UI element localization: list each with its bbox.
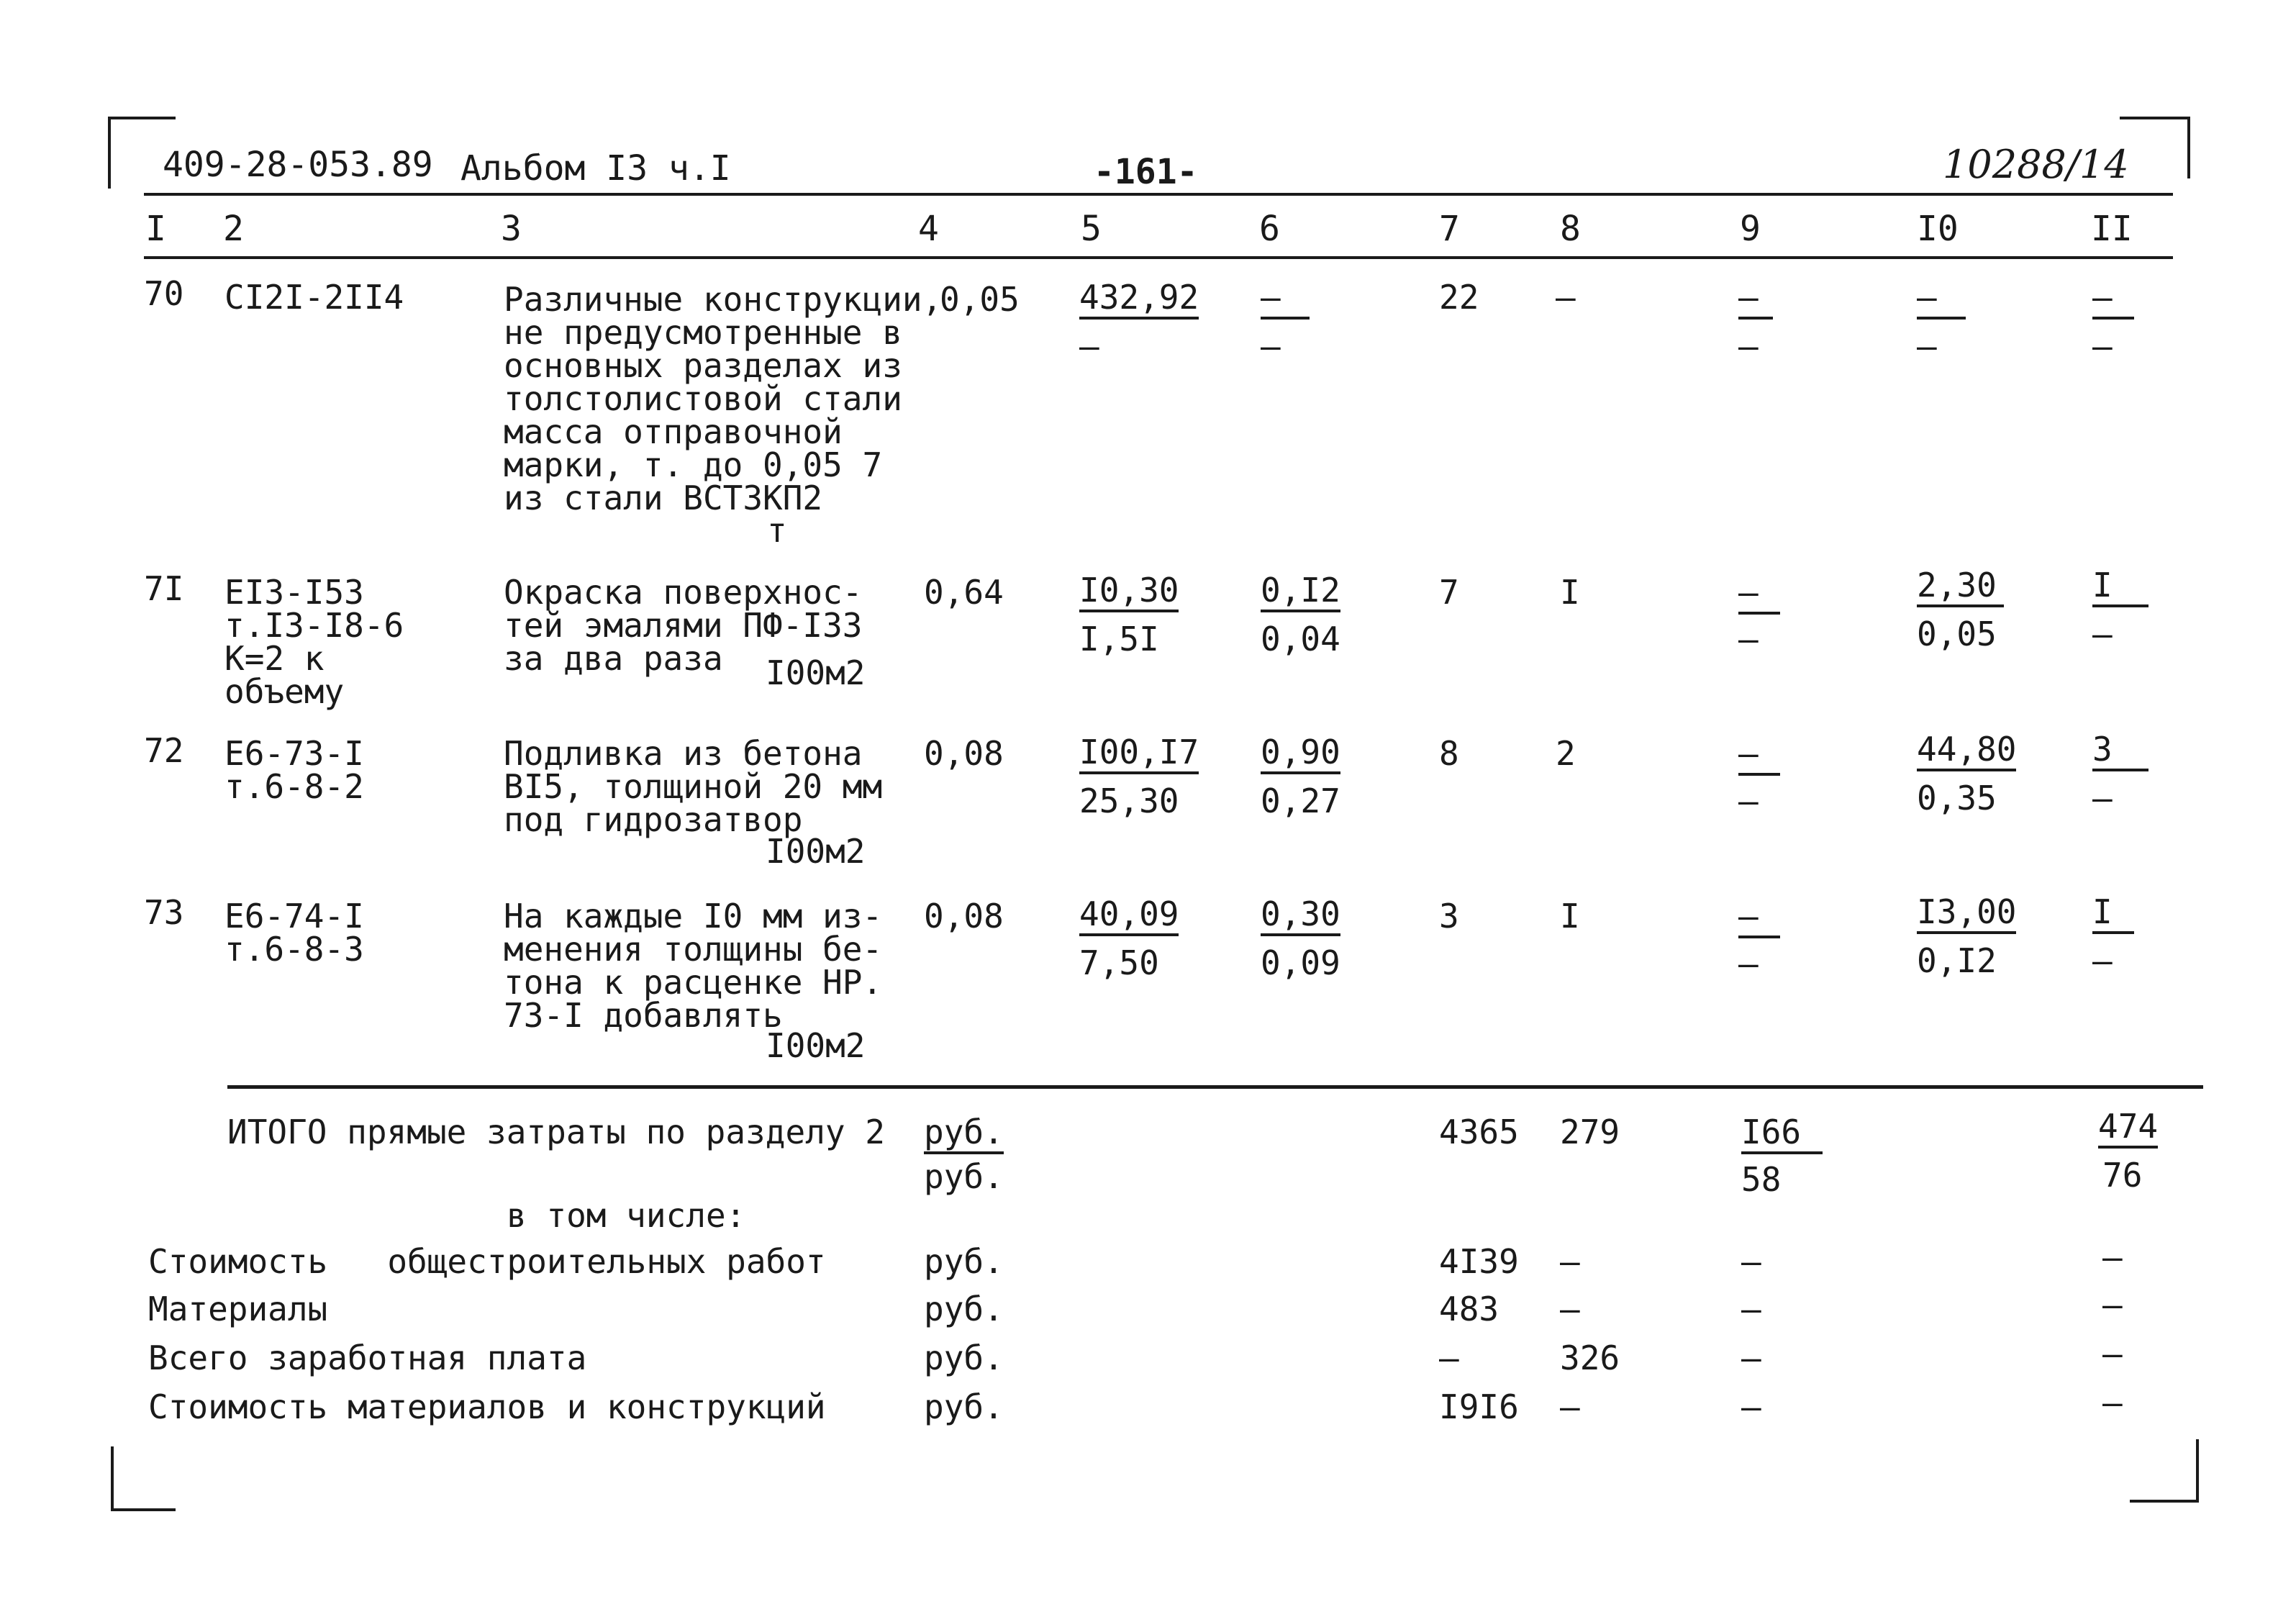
page-number: -161- bbox=[1094, 152, 1198, 192]
row-col11-bottom: – bbox=[2092, 615, 2113, 653]
row-col7: 8 bbox=[1439, 734, 1459, 773]
row-number: 72 bbox=[144, 731, 184, 770]
row-col11-bottom: – bbox=[2092, 779, 2113, 817]
row-col8: – bbox=[1556, 278, 1576, 317]
row-desc-line: BI5, толщиной 20 мм bbox=[504, 767, 883, 806]
row-number: 7I bbox=[144, 569, 184, 608]
total-col9-top: I66 bbox=[1741, 1115, 1823, 1154]
breakdown-col7: 4I39 bbox=[1439, 1242, 1519, 1281]
row-col10-bottom: 0,35 bbox=[1917, 779, 1997, 817]
row-col6-top: 0,90 bbox=[1261, 735, 1340, 774]
breakdown-col9: – bbox=[1741, 1339, 1761, 1377]
row-desc-line: 73-I добавлять bbox=[504, 996, 783, 1035]
col-header-11: II bbox=[2091, 209, 2133, 249]
total-unit: руб. bbox=[924, 1115, 1004, 1154]
breakdown-col11: – bbox=[2102, 1383, 2123, 1422]
breakdown-label: Стоимость материалов и конструкций bbox=[148, 1387, 826, 1426]
row-col6-bottom: – bbox=[1261, 327, 1281, 366]
row-unit: т bbox=[767, 511, 787, 550]
row-desc-line: основных разделах из bbox=[504, 346, 902, 385]
row-col5-top: I00,I7 bbox=[1079, 735, 1199, 774]
row-quantity: 0,05 bbox=[940, 280, 1020, 319]
row-desc-line: На каждые I0 мм из- bbox=[504, 897, 883, 936]
row-col6-bottom: 0,27 bbox=[1261, 782, 1340, 820]
row-col8: I bbox=[1560, 573, 1580, 612]
total-col11-bottom: 76 bbox=[2102, 1156, 2143, 1195]
row-desc-line: марки, т. до 0,05 7 bbox=[504, 445, 883, 484]
total-col11-top: 474 bbox=[2098, 1110, 2158, 1149]
row-desc-line: за два раза bbox=[504, 639, 723, 678]
row-desc-line: из стали ВСТ3КП2 bbox=[504, 479, 823, 517]
row-col10-top: 44,80 bbox=[1917, 733, 2016, 771]
col-header-10: I0 bbox=[1917, 209, 1959, 249]
row-col9-top: – bbox=[1738, 737, 1780, 776]
row-quantity: 0,08 bbox=[924, 897, 1004, 936]
row-col6-bottom: 0,09 bbox=[1261, 943, 1340, 982]
row-code-line: EI3-I53 bbox=[224, 573, 364, 612]
breakdown-col7: 483 bbox=[1439, 1290, 1499, 1328]
row-desc-line: Подливка из бетона bbox=[504, 734, 863, 773]
row-col5-top: 40,09 bbox=[1079, 897, 1179, 936]
breakdown-col8: – bbox=[1560, 1290, 1580, 1328]
row-col7: 7 bbox=[1439, 573, 1459, 612]
row-desc-line: под гидрозатвор bbox=[504, 800, 803, 839]
row-col6-top: – bbox=[1261, 281, 1310, 320]
row-col9-bottom: – bbox=[1738, 620, 1759, 658]
breakdown-label: Материалы bbox=[148, 1290, 328, 1328]
row-unit: I00м2 bbox=[766, 653, 866, 692]
row-unit: I00м2 bbox=[766, 832, 866, 871]
total-col9-bottom: 58 bbox=[1741, 1160, 1782, 1199]
row-col9-top: – bbox=[1738, 900, 1780, 938]
row-desc-line: Окраска поверхнос- bbox=[504, 573, 863, 612]
breakdown-label: Всего заработная плата bbox=[148, 1339, 587, 1377]
breakdown-col7: – bbox=[1439, 1339, 1459, 1377]
row-number: 73 bbox=[144, 893, 184, 932]
row-unit: I00м2 bbox=[766, 1026, 866, 1065]
breakdown-col11: – bbox=[2102, 1238, 2123, 1277]
col-header-8: 8 bbox=[1560, 209, 1581, 249]
breakdown-label: Стоимость общестроительных работ bbox=[148, 1242, 826, 1281]
header-rule bbox=[144, 193, 2173, 196]
row-desc-line: масса отправочной bbox=[504, 412, 843, 451]
row-col10-bottom: 0,05 bbox=[1917, 615, 1997, 653]
row-desc-line: не предусмотренные в bbox=[504, 313, 902, 352]
row-col11-top: 3 bbox=[2092, 733, 2148, 771]
col-header-9: 9 bbox=[1740, 209, 1761, 249]
doc-number: 409-28-053.89 bbox=[163, 145, 433, 185]
row-col5-top: I0,30 bbox=[1079, 574, 1179, 612]
row-col10-top: I3,00 bbox=[1917, 895, 2016, 934]
row-code-line: К=2 к bbox=[224, 639, 325, 678]
row-col5-bottom: – bbox=[1079, 327, 1099, 366]
breakdown-col7: I9I6 bbox=[1439, 1387, 1519, 1426]
row-col8: 2 bbox=[1556, 734, 1576, 773]
total-col7: 4365 bbox=[1439, 1113, 1519, 1151]
col-header-2: 2 bbox=[223, 209, 244, 249]
album-label: Альбом I3 ч.I bbox=[460, 148, 731, 189]
col-header-7: 7 bbox=[1439, 209, 1460, 249]
breakdown-col8: 326 bbox=[1560, 1339, 1620, 1377]
row-col11-top: I bbox=[2092, 895, 2134, 934]
row-desc-line: Различные конструкции, bbox=[504, 280, 943, 319]
row-code-line: E6-73-I bbox=[224, 734, 364, 773]
row-code-line: т.6-8-2 bbox=[224, 767, 364, 806]
row-quantity: 0,08 bbox=[924, 734, 1004, 773]
row-code-line: т.I3-I8-6 bbox=[224, 606, 404, 645]
row-col5-bottom: 7,50 bbox=[1079, 943, 1159, 982]
row-col11-top: – bbox=[2092, 281, 2134, 320]
col-header-5: 5 bbox=[1081, 209, 1102, 249]
row-col9-top: – bbox=[1738, 576, 1780, 615]
row-col6-bottom: 0,04 bbox=[1261, 620, 1340, 658]
row-col7: 22 bbox=[1439, 278, 1479, 317]
total-col8: 279 bbox=[1560, 1113, 1620, 1151]
breakdown-col9: – bbox=[1741, 1242, 1761, 1281]
row-code-line: объему bbox=[224, 672, 345, 711]
row-col9-bottom: – bbox=[1738, 944, 1759, 983]
row-desc-line: толстолистовой стали bbox=[504, 379, 902, 418]
breakdown-col9: – bbox=[1741, 1290, 1761, 1328]
row-quantity: 0,64 bbox=[924, 573, 1004, 612]
row-col10-top: – bbox=[1917, 281, 1966, 320]
breakdown-unit: руб. bbox=[924, 1242, 1004, 1281]
row-col9-bottom: – bbox=[1738, 782, 1759, 820]
col-header-6: 6 bbox=[1259, 209, 1280, 249]
row-col11-bottom: – bbox=[2092, 941, 2113, 980]
row-desc-line: менения толщины бе- bbox=[504, 930, 883, 969]
breakdown-col11: – bbox=[2102, 1285, 2123, 1324]
col-header-3: 3 bbox=[501, 209, 522, 249]
breakdown-col8: – bbox=[1560, 1387, 1580, 1426]
row-col8: I bbox=[1560, 897, 1580, 936]
row-col11-top: I bbox=[2092, 569, 2148, 607]
corner-bracket-bottom-right bbox=[2130, 1439, 2199, 1503]
handwritten-ref: 10288/14 bbox=[1943, 142, 2129, 187]
row-desc-line: тона к расценке НР. bbox=[504, 963, 883, 1002]
row-col10-bottom: 0,I2 bbox=[1917, 941, 1997, 980]
column-header-rule bbox=[144, 256, 2173, 259]
total-label: ИТОГО прямые затраты по разделу 2 bbox=[227, 1113, 885, 1151]
row-col6-top: 0,30 bbox=[1261, 897, 1340, 936]
breakdown-unit: руб. bbox=[924, 1339, 1004, 1377]
col-header-4: 4 bbox=[918, 209, 939, 249]
row-col10-bottom: – bbox=[1917, 327, 1937, 366]
row-col11-bottom: – bbox=[2092, 327, 2113, 366]
row-code-line: т.6-8-3 bbox=[224, 930, 364, 969]
total-unit-second: руб. bbox=[924, 1157, 1004, 1196]
row-number: 70 bbox=[144, 274, 184, 313]
breakdown-col8: – bbox=[1560, 1242, 1580, 1281]
row-col5-bottom: I,5I bbox=[1079, 620, 1159, 658]
row-col6-top: 0,I2 bbox=[1261, 574, 1340, 612]
row-code-line: CI2I-2II4 bbox=[224, 278, 404, 317]
breakdown-unit: руб. bbox=[924, 1387, 1004, 1426]
corner-bracket-top-right bbox=[2120, 117, 2190, 178]
totals-rule bbox=[227, 1085, 2203, 1089]
row-col7: 3 bbox=[1439, 897, 1459, 936]
row-col9-top: – bbox=[1738, 281, 1773, 320]
breakdown-col9: – bbox=[1741, 1387, 1761, 1426]
row-desc-line: тей эмалями ПФ-I33 bbox=[504, 606, 863, 645]
including-label: в том числе: bbox=[507, 1196, 746, 1235]
row-col5-top: 432,92 bbox=[1079, 281, 1199, 320]
row-col10-top: 2,30 bbox=[1917, 569, 2004, 607]
breakdown-unit: руб. bbox=[924, 1290, 1004, 1328]
row-col5-bottom: 25,30 bbox=[1079, 782, 1179, 820]
breakdown-col11: – bbox=[2102, 1334, 2123, 1373]
corner-bracket-bottom-left bbox=[111, 1446, 176, 1511]
row-code-line: E6-74-I bbox=[224, 897, 364, 936]
col-header-1: I bbox=[145, 209, 166, 249]
row-col9-bottom: – bbox=[1738, 327, 1759, 366]
